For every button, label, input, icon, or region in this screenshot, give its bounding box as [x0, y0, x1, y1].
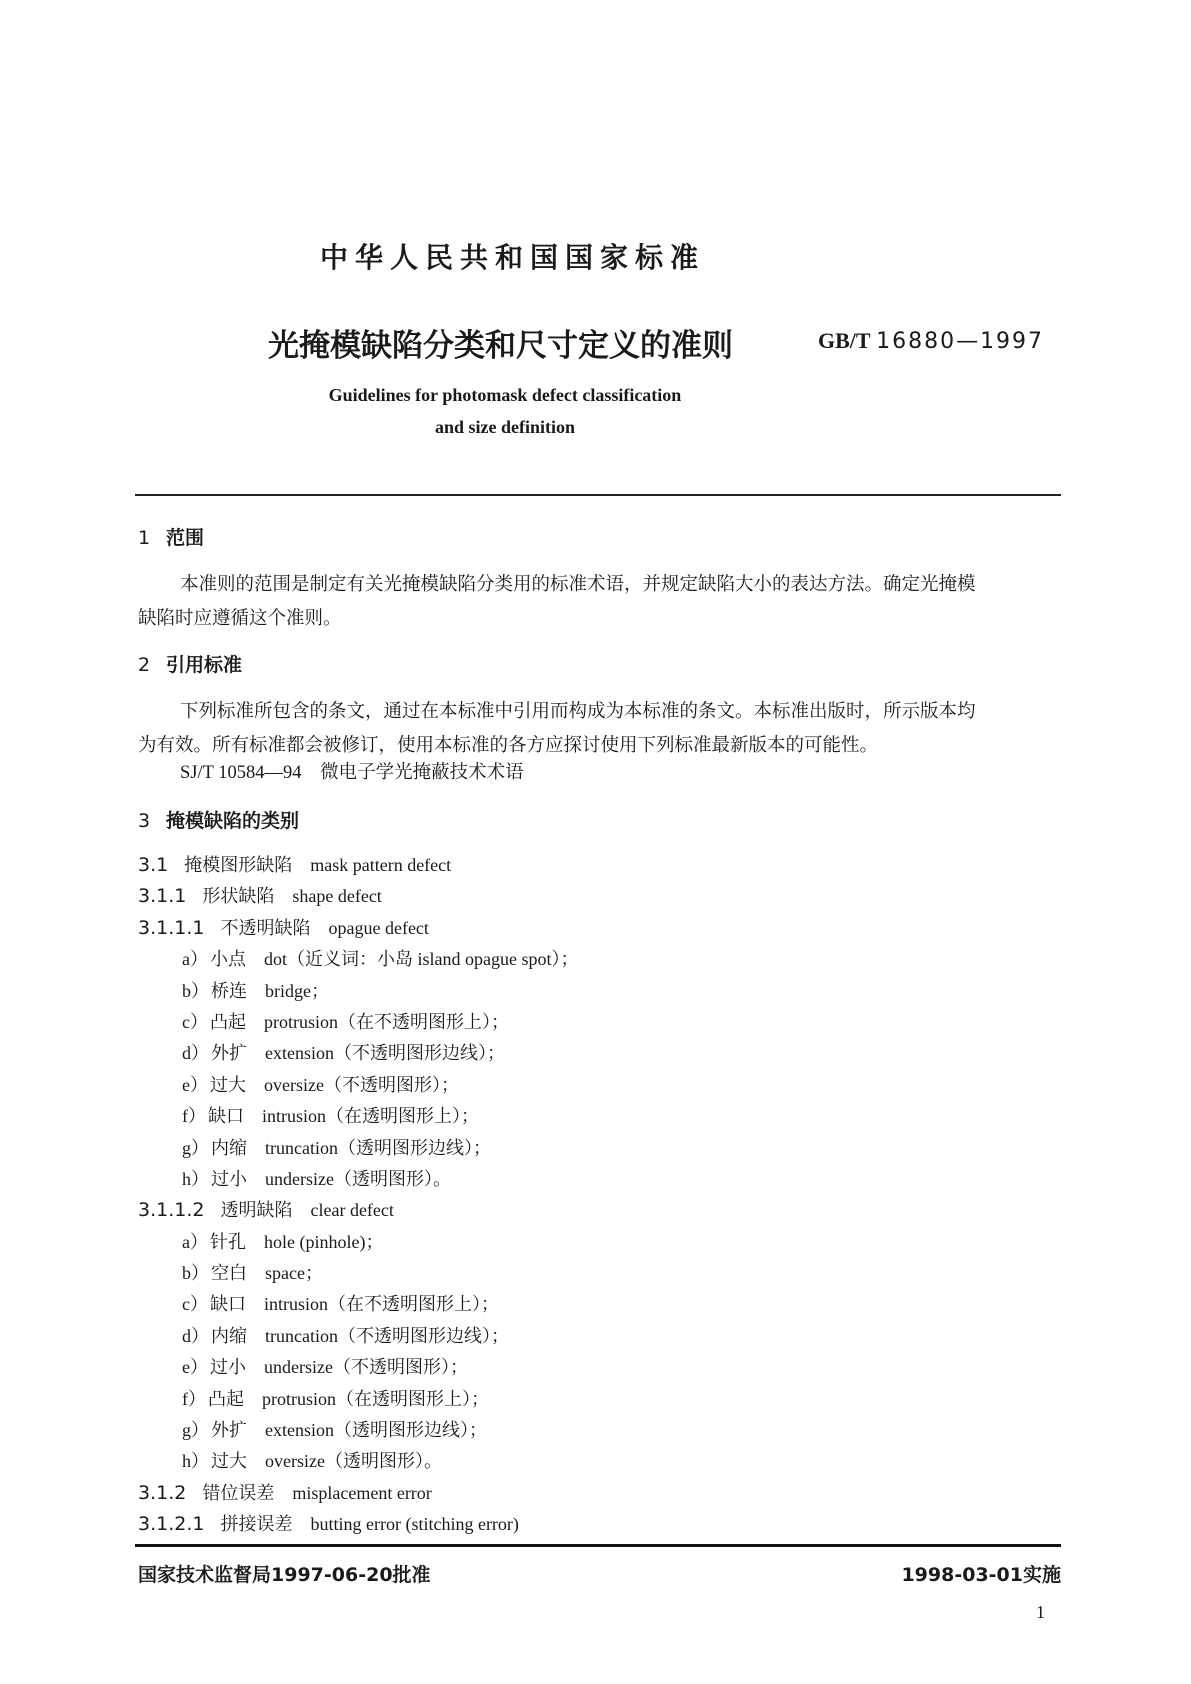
term-en: truncation（透明图形边线）；	[265, 1137, 491, 1158]
term-cn: 形状缺陷	[202, 886, 275, 907]
term-en: shape defect	[292, 886, 382, 907]
defect-classification-list	[138, 852, 578, 1543]
term-en: undersize（不透明图形）；	[264, 1357, 468, 1378]
term-en: space；	[265, 1263, 323, 1284]
standard-number	[818, 328, 1044, 354]
list-item	[138, 1354, 578, 1385]
list-item	[138, 1448, 578, 1479]
list-item	[138, 1386, 578, 1417]
term-en: mask pattern defect	[310, 855, 452, 875]
list-item	[138, 1103, 578, 1134]
list-item	[138, 1323, 578, 1354]
item-number: d）	[182, 1043, 209, 1064]
term-en: extension（不透明图形边线）；	[265, 1043, 505, 1064]
item-number: c）	[182, 1011, 208, 1032]
term-cn: 凸起	[208, 1388, 244, 1409]
term-en: undersize（透明图形）。	[265, 1168, 451, 1189]
section-title: 范围	[166, 527, 205, 549]
item-number: 3.1.1.1	[138, 916, 205, 939]
reference-title: 微电子学光掩蔽技术术语	[320, 763, 524, 783]
item-number: h）	[182, 1168, 209, 1189]
standard-prefix: GB/T	[818, 328, 871, 353]
item-number: f）	[182, 1106, 206, 1127]
item-number: 3.1.2.1	[138, 1513, 205, 1536]
section-title: 掩模缺陷的类别	[166, 810, 300, 832]
standard-code: 16880—1997	[876, 329, 1045, 354]
term-cn: 错位误差	[202, 1482, 275, 1503]
item-number: e）	[182, 1357, 208, 1378]
item-number: a）	[182, 949, 208, 970]
term-cn: 小点	[210, 949, 246, 970]
list-item	[138, 1166, 578, 1197]
term-cn: 针孔	[210, 1231, 246, 1252]
term-en: clear defect	[310, 1200, 394, 1221]
term-en: intrusion（在透明图形上）；	[262, 1106, 480, 1127]
term-cn: 凸起	[210, 1011, 246, 1032]
clause-row	[138, 852, 578, 883]
list-item	[138, 946, 578, 977]
list-item	[138, 1072, 578, 1103]
section-number: 3	[138, 810, 151, 832]
item-number: g）	[182, 1420, 209, 1441]
national-standard-heading: 中华人民共和国国家标准	[320, 241, 706, 274]
clause-row	[138, 915, 578, 946]
list-item	[138, 1009, 578, 1040]
section-2-paragraph-line: 为有效。所有标准都会被修订，使用本标准的各方应探讨使用下列标准最新版本的可能性。	[138, 736, 879, 756]
list-item	[138, 1260, 578, 1291]
section-number: 1	[138, 527, 151, 549]
item-number: 3.1.2	[138, 1481, 187, 1504]
term-en: oversize（透明图形）。	[265, 1451, 442, 1472]
term-cn: 透明缺陷	[220, 1200, 293, 1221]
clause-row	[138, 1511, 578, 1542]
term-en: hole (pinhole)；	[264, 1231, 384, 1252]
item-number: g）	[182, 1137, 209, 1158]
clause-row	[138, 883, 578, 914]
term-en: dot（近义词：小岛 island opague spot）；	[264, 949, 579, 970]
normative-reference	[180, 758, 524, 784]
term-cn: 过小	[211, 1168, 247, 1189]
document-title-en-line2: and size definition	[434, 417, 576, 437]
term-en: intrusion（在不透明图形上）；	[264, 1294, 500, 1315]
term-en: bridge；	[265, 980, 329, 1001]
term-cn: 外扩	[211, 1043, 247, 1064]
list-item	[138, 1229, 578, 1260]
term-cn: 缺口	[208, 1106, 244, 1127]
list-item	[138, 1040, 578, 1071]
term-cn: 缺口	[210, 1294, 246, 1315]
term-cn: 过大	[210, 1074, 246, 1095]
list-item	[138, 1135, 578, 1166]
section-1-paragraph-line: 本准则的范围是制定有关光掩模缺陷分类用的标准术语，并规定缺陷大小的表达方法。确定光掩模	[180, 575, 976, 595]
list-item	[138, 978, 578, 1009]
term-en: oversize（不透明图形）；	[264, 1074, 459, 1095]
item-number: 3.1	[138, 854, 169, 876]
term-en: extension（透明图形边线）；	[265, 1420, 487, 1441]
document-title-en-line1: Guidelines for photomask defect classification	[328, 385, 682, 405]
list-item	[138, 1291, 578, 1322]
item-number: 3.1.1.2	[138, 1199, 205, 1222]
clause-row	[138, 1197, 578, 1228]
term-en: butting error (stitching error)	[310, 1514, 519, 1535]
item-number: h）	[182, 1451, 209, 1472]
term-cn: 拼接误差	[220, 1514, 293, 1535]
term-en: truncation（不透明图形边线）；	[265, 1325, 509, 1346]
section-1-paragraph-line: 缺陷时应遵循这个准则。	[138, 609, 342, 629]
section-3-heading	[138, 806, 299, 833]
item-number: b）	[182, 1263, 209, 1284]
item-number: d）	[182, 1325, 209, 1346]
reference-code: SJ/T 10584—94	[180, 763, 302, 783]
document-title-cn: 光掩模缺陷分类和尺寸定义的准则	[268, 328, 733, 364]
section-2-heading	[138, 650, 242, 677]
list-item	[138, 1417, 578, 1448]
term-cn: 不透明缺陷	[220, 917, 311, 938]
term-en: protrusion（在不透明图形上）；	[264, 1011, 509, 1032]
term-cn: 内缩	[211, 1137, 247, 1158]
term-cn: 空白	[211, 1263, 247, 1284]
item-number: f）	[182, 1388, 206, 1409]
section-1-heading	[138, 523, 204, 550]
section-title: 引用标准	[166, 654, 243, 676]
approval-date: 国家技术监督局1997-06-20批准	[138, 1564, 431, 1586]
term-en: opague defect	[328, 917, 429, 938]
item-number: b）	[182, 980, 209, 1001]
header-divider	[135, 494, 1061, 496]
term-cn: 掩模图形缺陷	[184, 855, 293, 875]
item-number: a）	[182, 1231, 208, 1252]
term-en: misplacement error	[292, 1482, 432, 1503]
section-number: 2	[138, 654, 151, 676]
term-cn: 外扩	[211, 1420, 247, 1441]
term-cn: 过小	[210, 1357, 246, 1378]
item-number: e）	[182, 1074, 208, 1095]
item-number: 3.1.1	[138, 885, 187, 908]
page-number: 1	[1036, 1602, 1045, 1622]
footer-divider	[135, 1544, 1061, 1547]
section-2-paragraph-line: 下列标准所包含的条文，通过在本标准中引用而构成为本标准的条文。本标准出版时，所示版本均	[180, 702, 976, 722]
effective-date: 1998-03-01实施	[901, 1564, 1061, 1586]
term-en: protrusion（在透明图形上）；	[262, 1388, 489, 1409]
item-number: c）	[182, 1294, 208, 1315]
clause-row	[138, 1480, 578, 1511]
term-cn: 内缩	[211, 1325, 247, 1346]
term-cn: 桥连	[211, 980, 247, 1001]
term-cn: 过大	[211, 1451, 247, 1472]
